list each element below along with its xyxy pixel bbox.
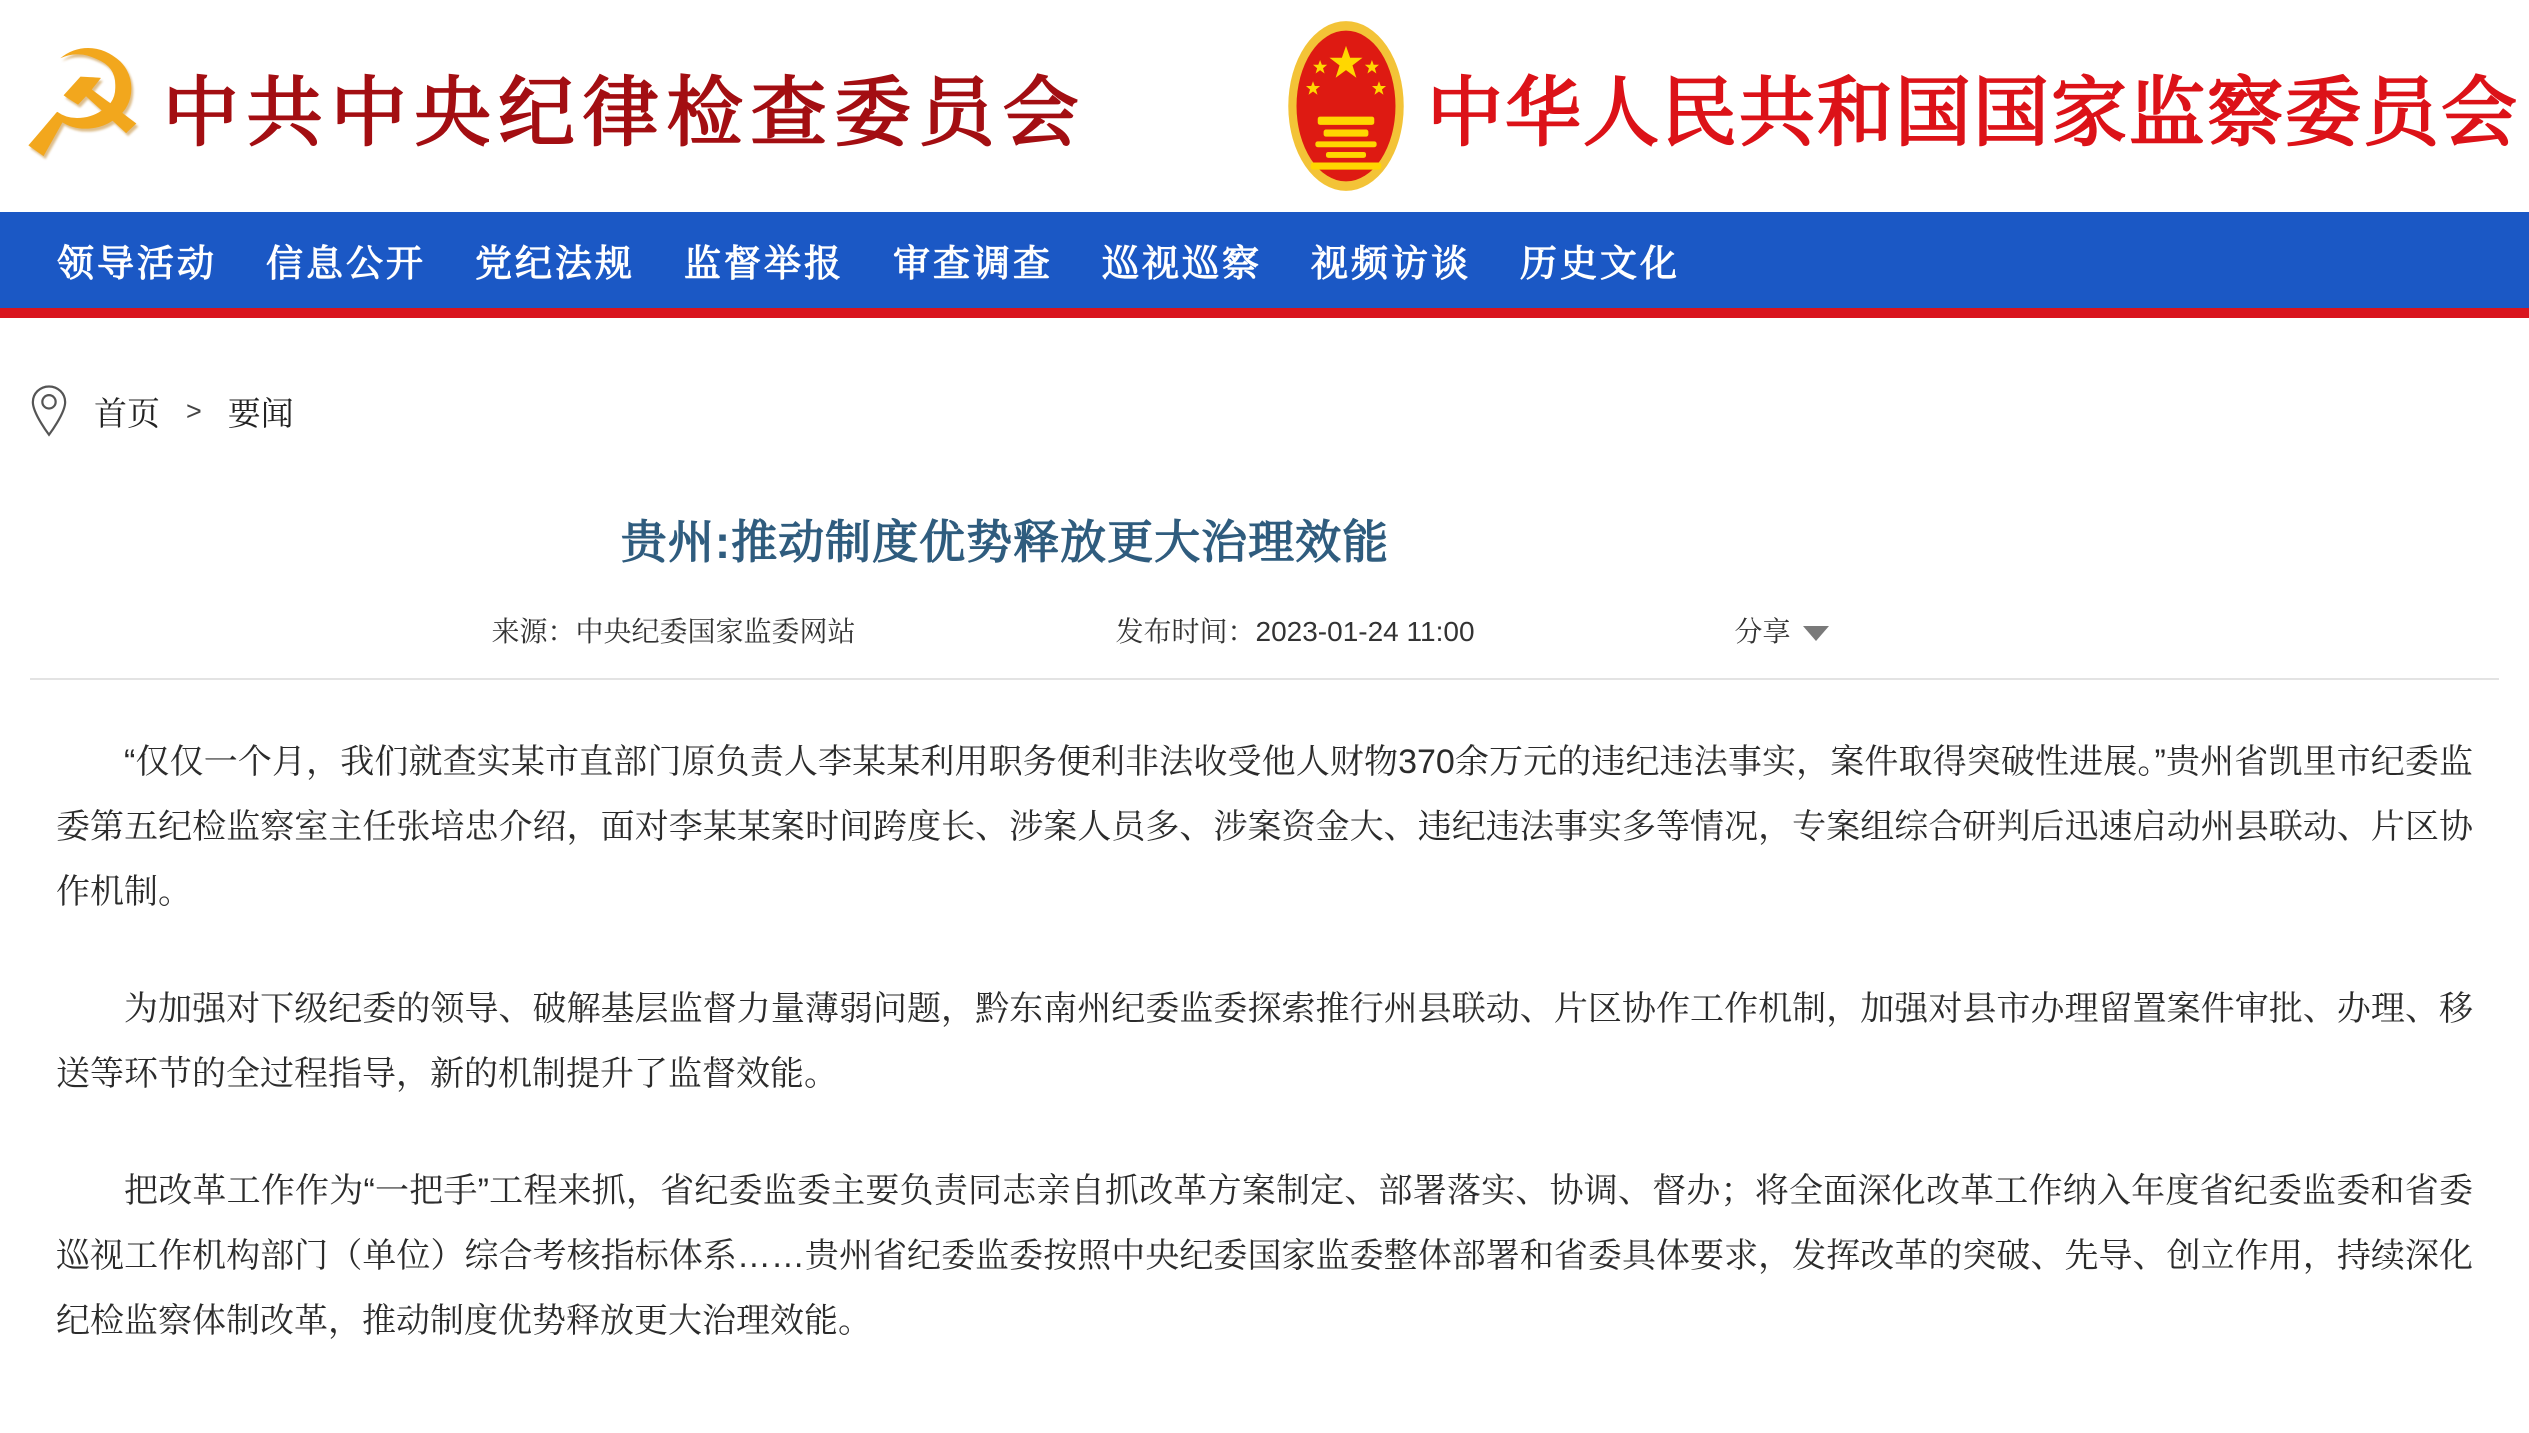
article-body (0, 680, 2529, 1354)
breadcrumb-section[interactable]: 要闻 (227, 394, 294, 432)
nav-item-review-investigation[interactable]: 审查调查 (893, 243, 1053, 284)
meta-source (491, 610, 855, 650)
nsc-brand-link[interactable] (1287, 20, 2519, 192)
share-label: 分享 (1734, 616, 1791, 647)
meta-source-value: 中央纪委国家监委网站 (575, 616, 856, 647)
masthead (0, 0, 2529, 212)
red-stripe-divider (0, 308, 2529, 318)
nav-item-supervision-reporting[interactable]: 监督举报 (684, 243, 844, 284)
breadcrumb-home[interactable]: 首页 (94, 394, 160, 432)
article-title: 贵州:推动制度优势释放更大治理效能 (620, 516, 1390, 568)
article-paragraph: “仅仅一个月，我们就查实某市直部门原负责人李某某利用职务便利非法收受他人财物370余万元的违纪违法事实，案件取得突破性进展。”贵州省凯里市纪委监委第五纪检监察室主任张培忠介绍，面对李某某案时间跨度长、涉案人员多、涉案资金大、违纪违法事实多等情况，专案组综合研判后迅速启动州县联动、片区协作机制。 (56, 743, 2473, 911)
location-pin-icon (30, 384, 68, 438)
national-emblem-icon (1287, 20, 1405, 192)
navbar (0, 212, 2529, 308)
meta-time-label: 发布时间： (1115, 616, 1256, 647)
caret-down-icon (1803, 626, 1829, 641)
nav-item-inspection-patrol[interactable]: 巡视巡察 (1102, 243, 1262, 284)
share-button[interactable] (1735, 610, 1829, 650)
article-paragraph: 为加强对下级纪委的领导、破解基层监督力量薄弱问题，黔东南州纪委监委探索推行州县联动、片区协作工作机制，加强对县市办理留置案件审批、办理、移送等环节的全过程指导，新的机制提升了监督效能。 (56, 990, 2473, 1093)
nav-item-info-disclosure[interactable]: 信息公开 (266, 243, 426, 284)
nsc-title: 中华人民共和国国家监察委员会 (1427, 70, 2519, 156)
article (0, 506, 2529, 1354)
nav-item-video-interviews[interactable]: 视频访谈 (1311, 243, 1471, 284)
ccdi-brand-link[interactable] (16, 23, 1087, 188)
breadcrumb-separator: > (186, 395, 202, 426)
party-emblem-icon: ☭ (16, 23, 149, 188)
article-paragraph: 把改革工作作为“一把手”工程来抓，省纪委监委主要负责同志亲自抓改革方案制定、部署落实、协调、督办；将全面深化改革工作纳入年度省纪委监委和省委巡视工作机构部门（单位）综合考核指标体系……贵州省纪委监委按照中央纪委国家监委整体部署和省委具体要求，发挥改革的突破、先导、创立作用，持续深化纪检监察体制改革，推动制度优势释放更大治理效能。 (56, 1172, 2473, 1340)
nav-item-history-culture[interactable]: 历史文化 (1520, 243, 1680, 284)
meta-source-label: 来源： (491, 616, 576, 647)
breadcrumb (0, 384, 2529, 438)
nav-item-party-discipline-regulations[interactable]: 党纪法规 (475, 243, 635, 284)
meta-publish-time (1116, 610, 1475, 650)
meta-time-value: 2023-01-24 11:00 (1255, 616, 1475, 647)
article-meta (0, 610, 2320, 650)
nav-item-leader-activities[interactable]: 领导活动 (57, 243, 217, 284)
ccdi-title: 中共中央纪律检查委员会 (162, 70, 1087, 156)
